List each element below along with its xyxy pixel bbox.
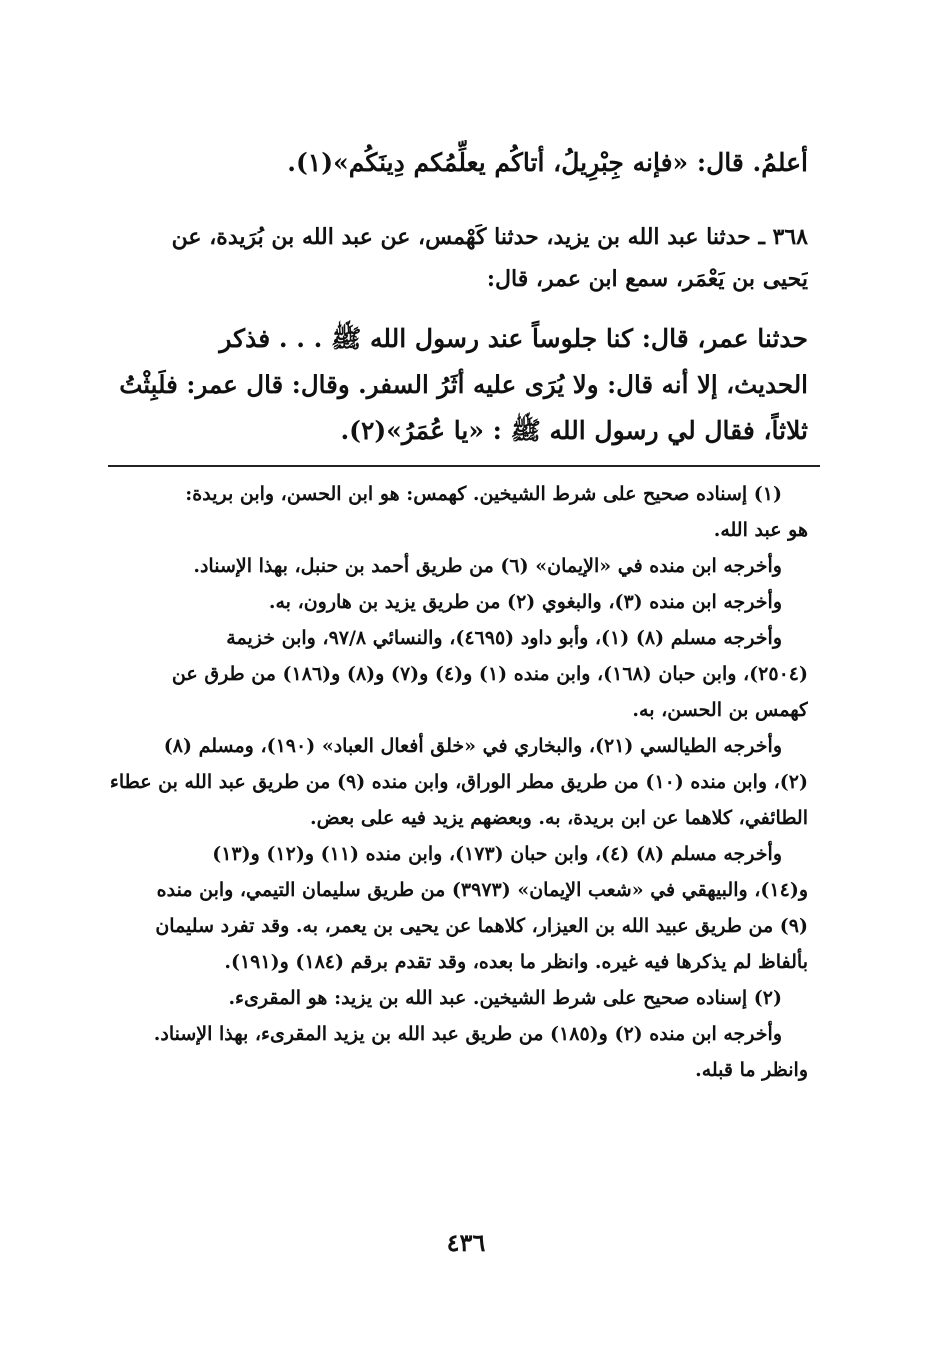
footnote-line: (٢) إسناده صحيح على شرط الشيخين. عبد الله بن يزيد: هو المقرىء. (228, 987, 782, 1009)
footnote-line: (١) إسناده صحيح على شرط الشيخين. كهمس: هو ابن الحسن، وابن بريدة: (185, 483, 782, 505)
footnote-line: و(١٤)، والبيهقي في «شعب الإيمان» (٣٩٧٣) من طريق سليمان التيمي، وابن منده (156, 879, 808, 901)
footnote-line: (٢٥٠٤)، وابن حبان (١٦٨)، وابن منده (١) و(٤) و(٧) و(٨) و(١٨٦) من طرق عن (171, 663, 808, 685)
text-line: يَحيى بن يَعْمَر، سمع ابن عمر، قال: (486, 266, 808, 292)
footnote-line: (٢)، وابن منده (١٠) من طريق مطر الوراق، وابن منده (٩) من طريق عبد الله بن عطاء (109, 771, 808, 793)
footnote-separator (108, 465, 820, 467)
footnotes (108, 476, 808, 1088)
hadith-368-isnad (108, 216, 808, 300)
footnote-line: وأخرجه ابن منده (٣)، والبغوي (٢) من طريق يزيد بن هارون، به. (268, 591, 782, 613)
footnote-line: بألفاظ لم يذكرها فيه غيره. وانظر ما بعده، وقد تقدم برقم (١٨٤) و(١٩١). (224, 951, 808, 973)
text-line: أعلمُ. قال: «فإنه جِبْرِيلُ، أتاكُم يعلِّمُكم دِينَكُم»(١). (287, 148, 808, 177)
footnote-line: وأخرجه ابن منده (٢) و(١٨٥) من طريق عبد الله بن يزيد المقرىء، بهذا الإسناد. (153, 1023, 782, 1045)
text-line: الحديث، إلا أنه قال: ولا يُرَى عليه أثَرُ السفر. وقال: قال عمر: فلَبِثْتُ (119, 370, 808, 399)
footnote-line: وأخرجه الطيالسي (٢١)، والبخاري في «خلق أفعال العباد» (١٩٠)، ومسلم (٨) (163, 735, 782, 757)
footnote-line: (٩) من طريق عبيد الله بن العيزار، كلاهما عن يحيى بن يعمر، به. وقد تفرد سليمان (155, 915, 808, 937)
footnote-line: الطائفي، كلاهما عن ابن بريدة، به. وبعضهم يزيد فيه على بعض. (309, 807, 808, 829)
text-line: ثلاثاً، فقال لي رسول الله ﷺ : «يا عُمَرُ»(٢). (340, 416, 808, 445)
footnote-line: وأخرجه مسلم (٨) (٤)، وابن حبان (١٧٣)، وابن منده (١١) و(١٢) و(١٣) (212, 843, 782, 865)
page-number: ٤٣٦ (446, 1228, 486, 1257)
footnote-line: هو عبد الله. (713, 519, 808, 541)
footnote-line: وأخرجه ابن منده في «الإيمان» (٦) من طريق أحمد بن حنبل، بهذا الإسناد. (193, 555, 782, 577)
text-line: حدثنا عمر، قال: كنا جلوساً عند رسول الله ﷺ . . . فذكر (219, 324, 808, 353)
footnote-line: كهمس بن الحسن، به. (632, 699, 808, 721)
footnote-line: وأخرجه مسلم (٨) (١)، وأبو داود (٤٦٩٥)، والنسائي ٩٧/٨، وابن خزيمة (226, 627, 782, 649)
previous-hadith-ending (108, 140, 808, 186)
text-line: ٣٦٨ ـ حدثنا عبد الله بن يزيد، حدثنا كَهْمس، عن عبد الله بن بُرَيدة، عن (171, 224, 808, 250)
hadith-368-matn (108, 316, 808, 454)
footnote-line: وانظر ما قبله. (695, 1059, 808, 1081)
